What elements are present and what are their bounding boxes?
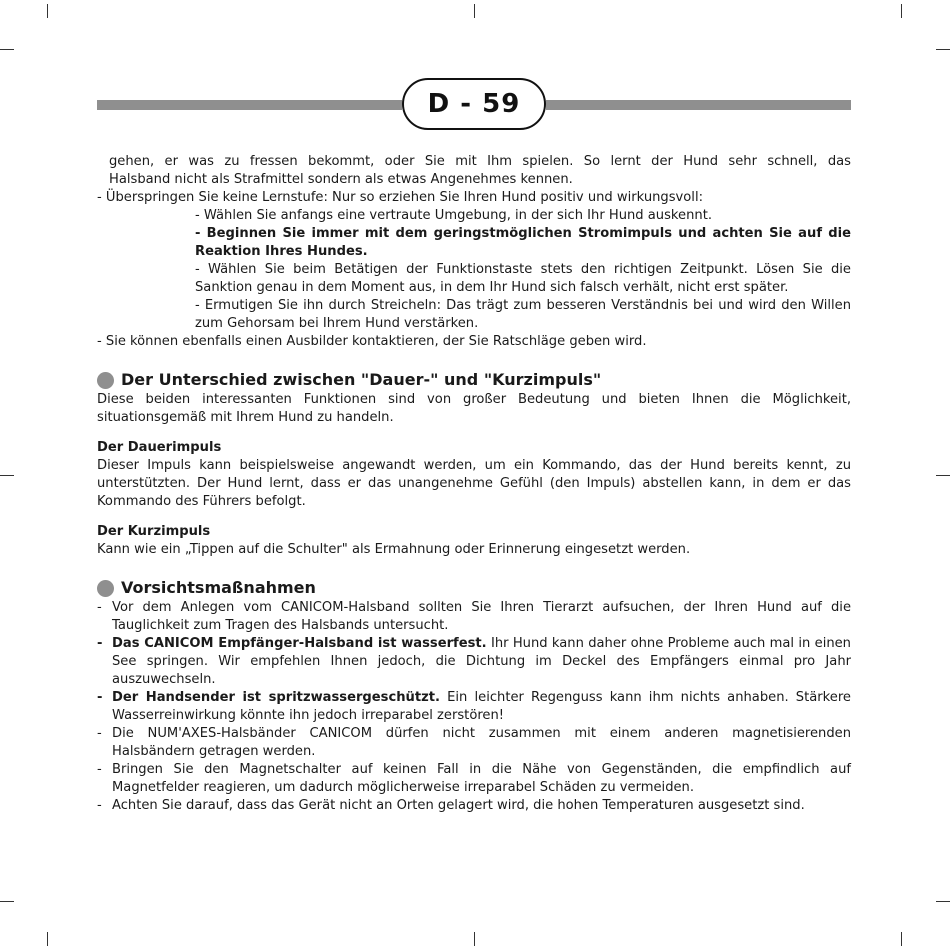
sub-item-text: - Wählen Sie beim Betätigen der Funktionstaste stets den richtigen Zeitpunkt. Lösen Sie die Sanktion genau in dem Moment aus, in dem Ihr Hund sich falsch verhält, nicht erst später. xyxy=(195,262,851,295)
header-rule-left xyxy=(97,100,402,110)
precaution-text: Die NUM'AXES-Halsbänder CANICOM dürfen nicht zusammen mit einem anderen magnetisierenden Halsbändern getragen werden. xyxy=(112,726,851,759)
crop-mark xyxy=(0,475,14,476)
section-heading-text: Der Unterschied zwischen "Dauer-" und "Kurzimpuls" xyxy=(121,370,602,389)
sub-item-bold xyxy=(97,225,851,261)
sub-item-text: - Beginnen Sie immer mit dem geringstmöglichen Stromimpuls und achten Sie auf die Reaktion Ihres Hundes. xyxy=(195,226,851,259)
precaution-item: - Die NUM'AXES-Halsbänder CANICOM dürfen nicht zusammen mit einem anderen magnetisierenden Halsbändern getragen werden. xyxy=(97,726,851,759)
impulse-intro: Diese beiden interessanten Funktionen sind von großer Bedeutung und bieten Ihnen die Möglichkeit, situationsgemäß mit Ihrem Hund zu handeln. xyxy=(97,392,851,425)
intro-line-1: gehen, er was zu fressen bekommt, oder Sie mit Ihm spielen. So lernt der Hund sehr schnell, das xyxy=(109,154,851,169)
sub-item-text: - Ermutigen Sie ihn durch Streicheln: Das trägt zum besseren Verständnis bei und wird den Willen zum Gehorsam bei Ihrem Hund verstärken. xyxy=(195,298,851,331)
intro-item-trainer: - Sie können ebenfalls einen Ausbilder kontaktieren, der Sie Ratschläge geben wird. xyxy=(97,334,647,349)
crop-mark xyxy=(474,4,475,18)
crop-mark xyxy=(901,4,902,18)
crop-mark xyxy=(936,901,950,902)
intro-item-skip: - Überspringen Sie keine Lernstufe: Nur so erziehen Sie Ihren Hund positiv und wirkungsvoll: xyxy=(97,190,703,205)
crop-mark xyxy=(936,49,950,50)
section-heading-precautions xyxy=(97,577,851,599)
page-content xyxy=(97,153,851,815)
crop-mark xyxy=(0,49,14,50)
precaution-text: Vor dem Anlegen vom CANICOM-Halsband sollten Sie Ihren Tierarzt aufsuchen, der Ihren Hund auf die Tauglichkeit zum Tragen des Halsbands untersucht. xyxy=(112,600,851,633)
sub-item xyxy=(97,297,851,333)
precaution-text: Achten Sie darauf, dass das Gerät nicht an Orten gelagert wird, die hohen Temperaturen ausgesetzt sind. xyxy=(112,798,805,813)
crop-mark xyxy=(0,901,14,902)
bullet-icon xyxy=(97,580,114,597)
intro-line-2: Halsband nicht als Strafmittel sondern als etwas Angenehmes kennen. xyxy=(109,172,573,187)
precaution-item: - Vor dem Anlegen vom CANICOM-Halsband sollten Sie Ihren Tierarzt aufsuchen, der Ihren Hund auf die Tauglichkeit zum Tragen des Halsbands untersucht. xyxy=(97,600,851,633)
crop-mark xyxy=(936,475,950,476)
crop-mark xyxy=(474,932,475,946)
dauer-text: Dieser Impuls kann beispielsweise angewandt werden, um ein Kommando, das der Hund bereits kennt, zu unterstützten. Der Hund lernt, dass er das unangenehme Gefühl (den Impuls) abstellen kann, in dem er das Kommando des Führers befolgt. xyxy=(97,458,851,509)
precaution-text: Ihr Hund kann daher ohne Probleme auch mal in einen See springen. Wir empfehlen Ihnen jedoch, die Dichtung im Deckel des Empfängers einmal pro Jahr auszuwechseln. xyxy=(112,636,851,687)
precaution-item: - Das CANICOM Empfänger-Halsband ist wasserfest. Ihr Hund kann daher ohne Probleme auch mal in einen See springen. Wir empfehlen Ihnen jedoch, die Dichtung im Deckel des Empfängers einmal pro Jahr auszuwechseln. xyxy=(97,636,851,687)
precaution-bold: Der Handsender ist spritzwassergeschützt. xyxy=(112,690,440,705)
header-rule-right xyxy=(546,100,851,110)
precaution-item: - Achten Sie darauf, dass das Gerät nicht an Orten gelagert wird, die hohen Temperaturen ausgesetzt sind. xyxy=(97,798,805,813)
page-number: D - 59 xyxy=(402,78,546,130)
precaution-text: Ein leichter Regenguss kann ihm nichts anhaben. Stärkere Wasserreinwirkung könnte ihn jedoch irreparabel zerstören! xyxy=(112,690,851,723)
precaution-item: - Bringen Sie den Magnetschalter auf keinen Fall in die Nähe von Gegenständen, die empfindlich auf Magnetfelder reagieren, um dadurch möglicherweise irreparabel Schäden zu vermeiden. xyxy=(97,762,851,795)
bullet-icon xyxy=(97,372,114,389)
section-heading-text: Vorsichtsmaßnahmen xyxy=(121,578,316,597)
sub-item: - Wählen Sie anfangs eine vertraute Umgebung, in der sich Ihr Hund auskennt. xyxy=(195,208,712,223)
kurz-heading: Der Kurzimpuls xyxy=(97,524,211,539)
precaution-text: Bringen Sie den Magnetschalter auf keinen Fall in die Nähe von Gegenständen, die empfindlich auf Magnetfelder reagieren, um dadurch möglicherweise irreparabel Schäden zu vermeiden. xyxy=(112,762,851,795)
precaution-bold: Das CANICOM Empfänger-Halsband ist wasserfest. xyxy=(112,636,487,651)
crop-mark xyxy=(901,932,902,946)
crop-mark xyxy=(47,932,48,946)
crop-mark xyxy=(47,4,48,18)
kurz-text: Kann wie ein „Tippen auf die Schulter" als Ermahnung oder Erinnerung eingesetzt werden. xyxy=(97,542,691,557)
precaution-item: - Der Handsender ist spritzwassergeschützt. Ein leichter Regenguss kann ihm nichts anhaben. Stärkere Wasserreinwirkung könnte ihn jedoch irreparabel zerstören! xyxy=(97,690,851,723)
section-heading-impulse xyxy=(97,369,851,391)
sub-item xyxy=(97,261,851,297)
dauer-heading: Der Dauerimpuls xyxy=(97,440,222,455)
